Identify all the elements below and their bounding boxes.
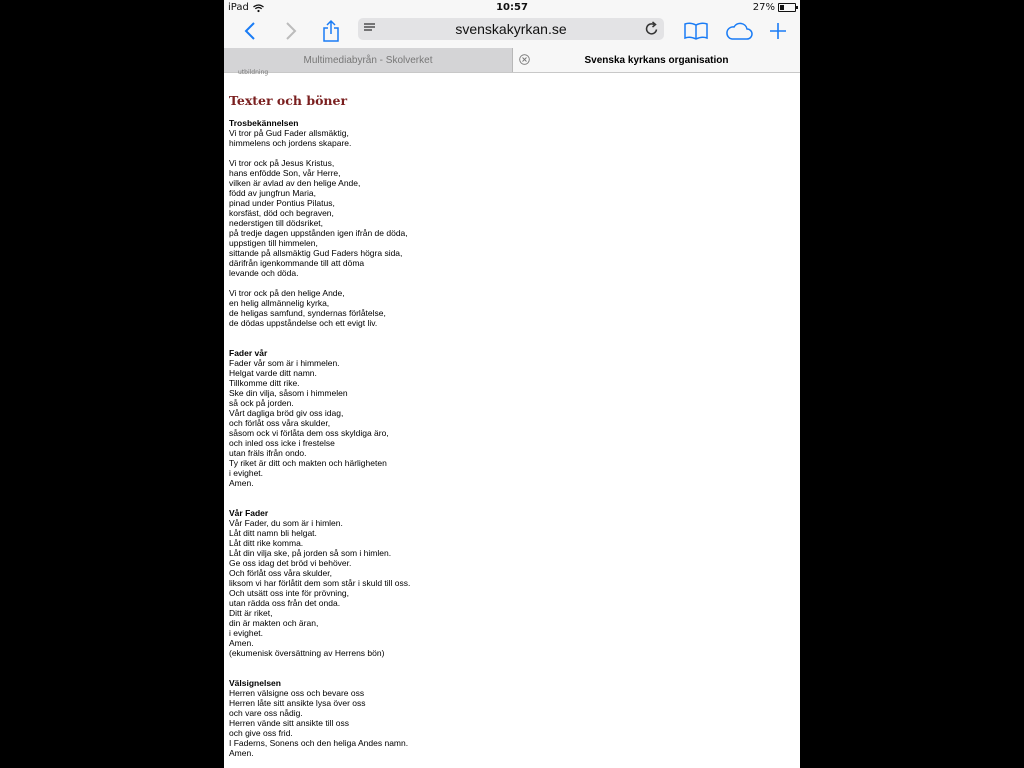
new-tab-button[interactable] [764,18,792,44]
text-line: Låt ditt rike komma. [229,538,304,548]
prayer-section [229,118,789,328]
text-line: på tredje dagen uppstånden igen ifrån de döda, [229,228,408,238]
device-name: iPad [228,2,249,13]
text-line: uppstigen till himmelen, [229,238,318,248]
battery-icon [778,3,796,12]
text-line: himmelens och jordens skapare. [229,138,352,148]
text-line: de heligas samfund, syndernas förlåtelse, [229,308,386,318]
text-line: I Faderns, Sonens och den heliga Andes namn. [229,738,409,748]
address-bar[interactable] [358,18,664,40]
text-line: Vår Fader, du som är i himlen. [229,518,343,528]
forward-button[interactable] [277,18,305,44]
text-line: och give oss frid. [229,728,293,738]
text-line: Ty riket är ditt och makten och härligheten [229,458,387,468]
text-line: Amen. [229,748,254,758]
text-line: utan rädda oss från det onda. [229,598,341,608]
battery-percent: 27% [752,2,775,13]
bookmarks-button[interactable] [682,18,710,44]
text-line: Fader vår som är i himmelen. [229,358,340,368]
text-line: och inled oss icke i frestelse [229,438,335,448]
text-line: Tillkomme ditt rike. [229,378,300,388]
section-heading: Vår Fader [229,508,269,518]
text-line: vilken är avlad av den helige Ande, [229,178,361,188]
reload-icon[interactable] [645,21,659,36]
book-icon [684,22,708,40]
text-line: och förlåt oss våra skulder, [229,418,331,428]
back-button[interactable] [236,18,264,44]
text-line: korsfäst, död och begraven, [229,208,334,218]
share-button[interactable] [317,18,345,44]
text-line: Herren låte sitt ansikte lysa över oss [229,698,366,708]
text-line: Vårt dagliga bröd giv oss idag, [229,408,344,418]
text-line: pinad under Pontius Pilatus, [229,198,335,208]
chevron-left-icon [244,22,256,40]
text-line: Amen. [229,638,254,648]
text-line: Och förlåt oss våra skulder, [229,568,332,578]
text-line: en helig allmännelig kyrka, [229,298,330,308]
text-line: född av jungfrun Maria, [229,188,316,198]
prayer-section [229,508,789,658]
prayer-section [229,348,789,488]
prayer-section [229,678,789,758]
text-line: nederstigen till dödsriket, [229,218,324,228]
text-line: liksom vi har förlåtit dem som står i skuld till oss. [229,578,411,588]
text-line: Amen. [229,478,254,488]
text-line: Och utsätt oss inte för prövning, [229,588,350,598]
text-line: Vi tror på Gud Fader allsmäktig, [229,128,349,138]
text-line: levande och döda. [229,268,299,278]
plus-icon [769,22,787,40]
text-line: i evighet. [229,628,264,638]
text-line: Låt ditt namn bli helgat. [229,528,317,538]
text-line: därifrån igenkommande till att döma [229,258,365,268]
text-line: Vi tror ock på den helige Ande, [229,288,345,298]
prayer-sections [229,118,789,758]
share-icon [322,20,340,42]
tab-label: Multimediabyrån - Skolverket [303,54,433,66]
site-logo[interactable] [229,69,789,77]
text-line: sittande på allsmäktig Gud Faders högra sida, [229,248,403,258]
page-title: Texter och böner [229,93,348,108]
section-heading: Välsignelsen [229,678,281,688]
text-line: de dödas uppståndelse och ett evigt liv. [229,318,378,328]
clock: 10:57 [496,2,528,13]
page-content [229,69,789,758]
text-line: Herren välsigne oss och bevare oss [229,688,365,698]
text-line: Vi tror ock på Jesus Kristus, [229,158,335,168]
text-line: (ekumenisk översättning av Herrens bön) [229,648,385,658]
text-line: Ske din vilja, såsom i himmelen [229,388,348,398]
tab-svenska-kyrkan[interactable] [513,48,800,72]
text-line: hans enfödde Son, vår Herre, [229,168,341,178]
close-tab-icon[interactable] [519,54,530,65]
browser-toolbar [224,15,800,48]
text-line: så ock på jorden. [229,398,294,408]
status-bar [224,0,800,15]
text-line: Helgat varde ditt namn. [229,368,317,378]
cloud-icon [725,22,753,40]
url-text: svenskakyrkan.se [455,21,567,37]
section-heading: Trosbekännelsen [229,118,299,128]
text-line: Ditt är riket, [229,608,273,618]
text-line: din är makten och äran, [229,618,319,628]
icloud-tabs-button[interactable] [722,18,756,44]
text-line: Ge oss idag det bröd vi behöver. [229,558,352,568]
section-heading: Fader vår [229,348,268,358]
text-line: utan fräls ifrån ondo. [229,448,307,458]
chevron-right-icon [285,22,297,40]
text-line: Låt din vilja ske, på jorden så som i himlen. [229,548,392,558]
logo-text: utbildning [238,69,269,76]
text-line: och vare oss nådig. [229,708,303,718]
browser-screen [224,0,800,768]
text-line: i evighet. [229,468,264,478]
tab-label: Svenska kyrkans organisation [584,54,729,66]
tab-bar [224,48,800,73]
text-line: Herren vände sitt ansikte till oss [229,718,349,728]
text-line: såsom ock vi förlåta dem oss skyldiga äro, [229,428,389,438]
